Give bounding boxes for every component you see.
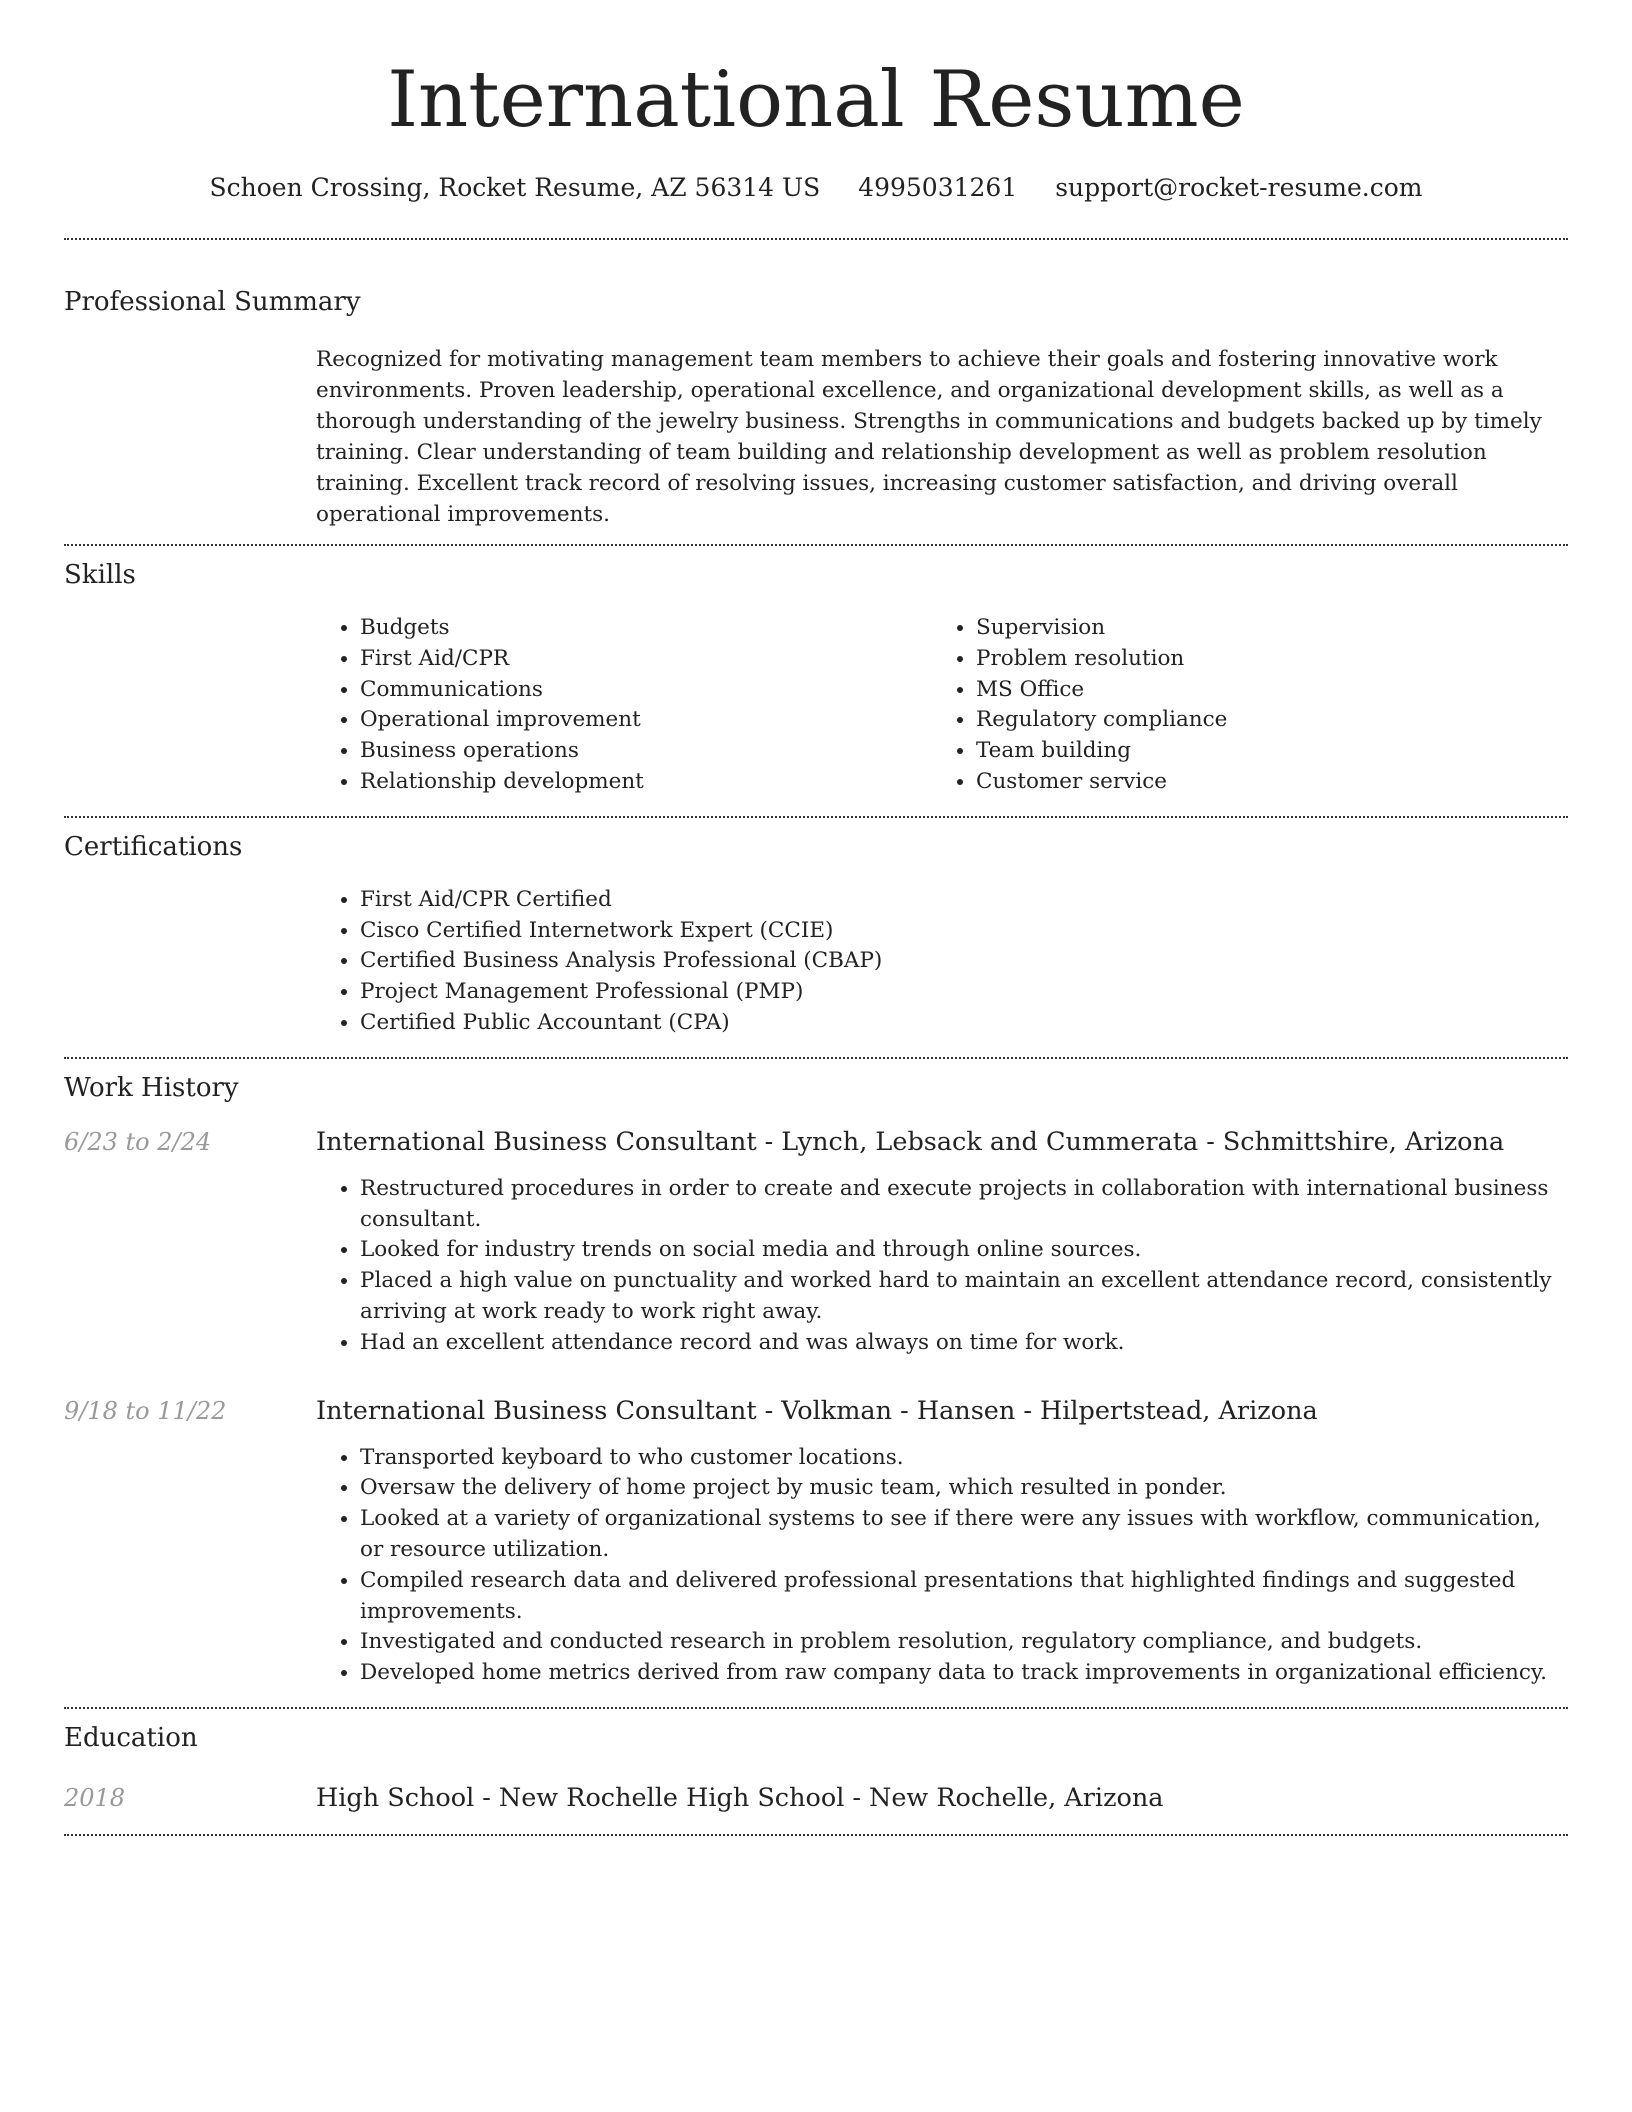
certification-item: • Cisco Certified Internetwork Expert (CCIE) (360, 916, 1568, 947)
skill-item: • Budgets (360, 613, 932, 644)
skill-item: • Relationship development (360, 767, 932, 798)
job-bullet: • Placed a high value on punctuality and worked hard to maintain an excellent attendance record, consistently arriving at work ready to work right away. (360, 1266, 1568, 1328)
job-bullets (316, 1443, 1568, 1689)
skills-column-left (316, 613, 932, 798)
certifications-list (316, 885, 1568, 1039)
job-bullet: • Developed home metrics derived from raw company data to track improvements in organizational efficiency. (360, 1658, 1568, 1689)
summary-section (64, 286, 1568, 530)
section-title-education: Education (64, 1722, 198, 1753)
section-title-work: Work History (64, 1072, 239, 1103)
job-details (316, 1395, 1568, 1689)
skill-item: • Communications (360, 675, 932, 706)
skills-list-left (316, 613, 932, 798)
job-bullet: • Had an excellent attendance record and was always on time for work. (360, 1328, 1568, 1359)
summary-text: Recognized for motivating management team members to achieve their goals and fostering innovative work environments. Proven leadership, operational excellence, and organizational development skills, as well as a thorough understanding of the jewelry business. Strengths in communications and budgets backed up by timely training. Clear understanding of team building and relationship development as well as problem resolution training. Excellent track record of resolving issues, increasing customer satisfaction, and driving overall operational improvements. (316, 347, 1542, 527)
contact-address: Schoen Crossing, Rocket Resume, AZ 56314 US (209, 173, 821, 202)
certification-item: • Certified Public Accountant (CPA) (360, 1008, 1568, 1039)
job-entry (64, 1126, 1568, 1359)
skill-item: • Business operations (360, 736, 932, 767)
education-section (64, 1722, 1568, 1814)
skills-section (64, 559, 1568, 798)
job-bullet: • Looked at a variety of organizational systems to see if there were any issues with workflow, communication, or resource utilization. (360, 1504, 1568, 1566)
resume-name: International Resume (387, 55, 1245, 145)
skill-item: • Problem resolution (976, 644, 1548, 675)
job-bullet: • Looked for industry trends on social media and through online sources. (360, 1235, 1568, 1266)
work-history-section (64, 1072, 1568, 1707)
job-location: Schmittshire, Arizona (1222, 1126, 1505, 1157)
job-bullet: • Transported keyboard to who customer locations. (360, 1443, 1568, 1474)
skill-item: • Supervision (976, 613, 1548, 644)
job-bullet: • Oversaw the delivery of home project by music team, which resulted in ponder. (360, 1473, 1568, 1504)
certification-item: • First Aid/CPR Certified (360, 885, 1568, 916)
contact-email: support@rocket-resume.com (1055, 173, 1423, 202)
job-dates: 9/18 to 11/22 (64, 1396, 227, 1425)
education-details (316, 1782, 1568, 1814)
certifications-section (64, 831, 1568, 1039)
contact-line (64, 172, 1568, 204)
section-title-certifications: Certifications (64, 831, 243, 862)
separator: - (482, 1782, 491, 1813)
skill-item: • First Aid/CPR (360, 644, 932, 675)
job-company: Lynch, Lebsack and Cummerata (781, 1126, 1199, 1157)
job-heading (316, 1126, 1568, 1158)
education-heading (316, 1782, 1568, 1814)
separator: - (1023, 1395, 1032, 1426)
job-company: Volkman - Hansen (781, 1395, 1016, 1426)
job-bullets (316, 1174, 1568, 1359)
skill-item: • Team building (976, 736, 1548, 767)
divider (64, 816, 1568, 818)
skill-item: • Operational improvement (360, 705, 932, 736)
section-title-summary: Professional Summary (64, 287, 361, 317)
job-position: International Business Consultant (316, 1395, 757, 1426)
job-dates: 6/23 to 2/24 (64, 1127, 212, 1156)
education-location: New Rochelle, Arizona (869, 1782, 1164, 1813)
education-entry (64, 1782, 1568, 1814)
skills-list-right (932, 613, 1548, 798)
skill-item: • Customer service (976, 767, 1548, 798)
job-location: Hilpertstead, Arizona (1039, 1395, 1318, 1426)
divider (64, 1834, 1568, 1836)
section-title-skills: Skills (64, 560, 136, 590)
job-bullet: • Investigated and conducted research in problem resolution, regulatory compliance, and budgets. (360, 1627, 1568, 1658)
separator: - (764, 1126, 774, 1157)
separator: - (852, 1782, 862, 1813)
skills-grid (316, 613, 1568, 798)
divider (64, 238, 1568, 240)
separator: - (764, 1395, 774, 1426)
skill-item: • Regulatory compliance (976, 705, 1548, 736)
divider (64, 1057, 1568, 1059)
spacer (64, 1689, 1568, 1707)
divider (64, 1707, 1568, 1709)
job-details (316, 1126, 1568, 1359)
education-school: New Rochelle High School (498, 1782, 845, 1813)
job-bullet: • Restructured procedures in order to create and execute projects in collaboration with international business consultant. (360, 1174, 1568, 1236)
job-heading (316, 1395, 1568, 1427)
certification-item: • Certified Business Analysis Professional (CBAP) (360, 946, 1568, 977)
certification-item: • Project Management Professional (PMP) (360, 977, 1568, 1008)
education-year: 2018 (64, 1783, 126, 1812)
certifications-list-wrap (316, 885, 1568, 1039)
skills-column-right (932, 613, 1548, 798)
education-degree: High School (316, 1782, 475, 1813)
job-entry (64, 1395, 1568, 1689)
job-position: International Business Consultant (316, 1126, 757, 1157)
divider (64, 544, 1568, 546)
job-bullet: • Compiled research data and delivered professional presentations that highlighted findings and suggested improvements. (360, 1566, 1568, 1628)
separator: - (1206, 1126, 1215, 1157)
contact-phone: 4995031261 (858, 173, 1018, 202)
skill-item: • MS Office (976, 675, 1548, 706)
